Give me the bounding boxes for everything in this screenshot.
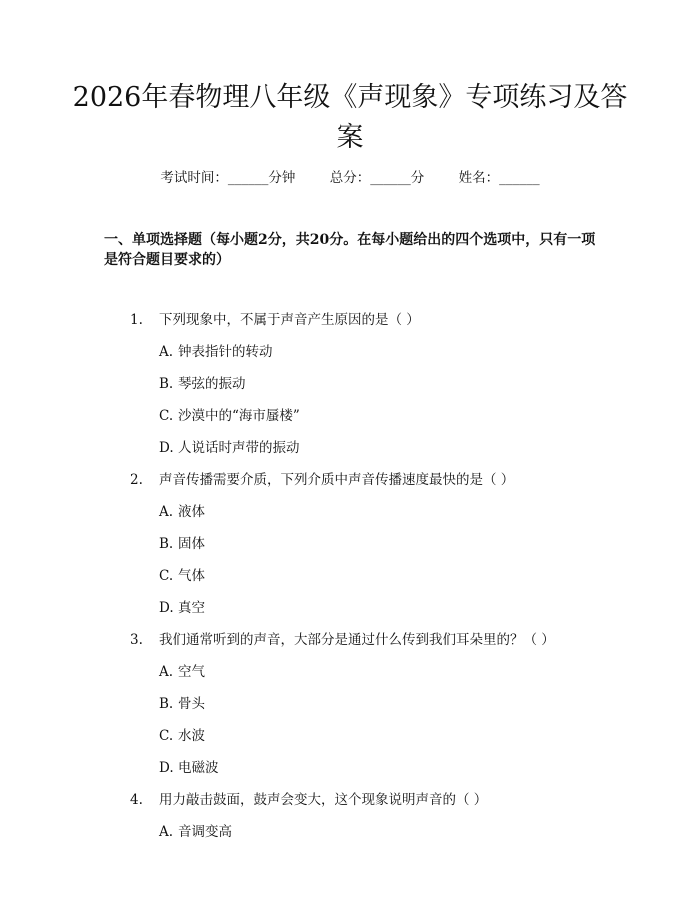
option-text: 气体 <box>178 568 205 584</box>
question-text: 用力敲击鼓面，鼓声会变大，这个现象说明声音的（ ） <box>159 792 488 808</box>
option-item <box>159 438 300 458</box>
option-text: 液体 <box>178 504 205 520</box>
option-letter: C. <box>159 408 174 424</box>
score-blank: ______ <box>370 170 411 186</box>
option-letter: A. <box>159 344 174 360</box>
option-item <box>159 502 205 522</box>
question-number: 1. <box>130 312 143 328</box>
option-item <box>159 342 273 362</box>
option-letter: C. <box>159 568 174 584</box>
score-unit: 分 <box>410 170 425 186</box>
option-letter: B. <box>159 696 174 712</box>
option-letter: A. <box>159 824 174 840</box>
name-blank: ______ <box>499 170 540 186</box>
option-text: 空气 <box>178 664 205 680</box>
section-heading-single-choice: 一、单项选择题（每小题2分，共20分。在每小题给出的四个选项中，只有一项是符合题目要求的） <box>104 232 596 268</box>
option-text: 人说话时声带的振动 <box>178 440 300 456</box>
option-item <box>159 566 205 586</box>
question-number: 2. <box>130 472 143 488</box>
question-number: 3. <box>130 632 143 648</box>
document-title: 2026年春物理八年级《声现象》专项练习及答案 <box>72 82 628 153</box>
option-item <box>159 822 232 842</box>
option-item <box>159 406 300 426</box>
option-letter: B. <box>159 376 174 392</box>
option-letter: D. <box>159 600 174 616</box>
question-text: 下列现象中，不属于声音产生原因的是（ ） <box>159 312 420 328</box>
option-item <box>159 758 219 778</box>
question-number: 4. <box>130 792 143 808</box>
option-item <box>159 534 205 554</box>
option-item <box>159 598 205 618</box>
exam-info-line <box>0 168 700 188</box>
option-item <box>159 662 205 682</box>
time-blank: ______ <box>227 170 269 186</box>
option-text: 钟表指针的转动 <box>178 344 273 360</box>
option-text: 水波 <box>178 728 205 744</box>
option-letter: A. <box>159 664 174 680</box>
option-text: 琴弦的振动 <box>178 376 246 392</box>
score-label: 总分： <box>329 170 371 186</box>
time-label: 考试时间： <box>160 170 228 186</box>
option-item <box>159 694 205 714</box>
option-text: 沙漠中的“海市蜃楼” <box>178 408 300 424</box>
option-text: 真空 <box>178 600 205 616</box>
option-letter: D. <box>159 440 174 456</box>
option-text: 骨头 <box>178 696 205 712</box>
option-text: 音调变高 <box>178 824 232 840</box>
option-letter: D. <box>159 760 174 776</box>
name-label: 姓名： <box>458 170 500 186</box>
option-letter: A. <box>159 504 174 520</box>
option-letter: C. <box>159 728 174 744</box>
question-text: 声音传播需要介质，下列介质中声音传播速度最快的是（ ） <box>159 472 515 488</box>
option-text: 电磁波 <box>178 760 219 776</box>
time-unit: 分钟 <box>268 170 296 186</box>
option-text: 固体 <box>178 536 205 552</box>
option-letter: B. <box>159 536 174 552</box>
option-item <box>159 374 246 394</box>
option-item <box>159 726 205 746</box>
question-text: 我们通常听到的声音，大部分是通过什么传到我们耳朵里的？（ ） <box>159 632 555 648</box>
